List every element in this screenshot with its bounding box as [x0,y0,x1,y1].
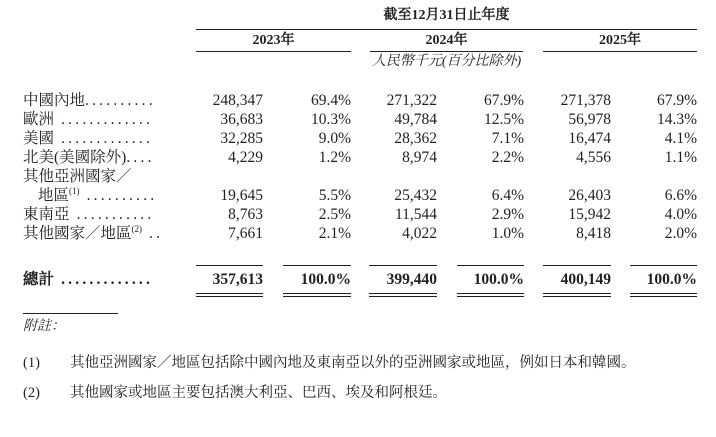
cell-2024-amount: 28,362 [394,130,437,147]
footnote-1 [23,354,636,372]
footnote-text: 其他國家或地區主要包括澳大利亞、巴西、埃及和阿根廷。 [70,385,447,401]
cell-2024-pct: 1.0% [491,225,524,242]
cell-2023-pct: 100.0% [300,271,351,288]
cell-2024-pct: 2.9% [491,206,524,223]
table-row-total [0,270,716,289]
cell-2023-amount: 36,683 [220,111,263,128]
cell-2025-pct: 1.1% [664,149,697,166]
row-label: 美國 ............. [23,130,154,147]
table-row-other-countries [0,224,716,243]
cell-2025-pct: 14.3% [656,111,697,128]
cell-2024-amount: 25,432 [394,187,437,204]
cell-2025-amount: 16,474 [568,130,611,147]
cell-2025-pct: 4.1% [664,130,697,147]
cell-2025-amount: 271,378 [560,92,611,109]
subtotal-rule [543,265,611,266]
cell-2025-pct: 67.9% [656,92,697,109]
total-double-rule [543,296,611,297]
cell-2024-pct: 6.4% [491,187,524,204]
cell-2024-amount: 11,544 [394,206,437,223]
total-double-rule [283,296,351,297]
subtotal-rule [630,265,697,266]
total-double-rule [543,293,611,294]
total-double-rule [630,293,697,294]
row-label: 中國內地.......... [23,92,156,109]
table-row-china-mainland [0,91,716,110]
cell-2025-pct: 2.0% [664,225,697,242]
footnote-ref-1: (1) [69,186,80,196]
row-label: 地區$^{(1)}$ .......... [38,186,158,204]
cell-2025-amount: 26,403 [568,187,611,204]
footnote-number: (2) [23,385,40,401]
cell-2025-pct: 6.6% [664,187,697,204]
period-title: 截至12月31日止年度 [383,8,510,23]
cell-2023-amount: 7,661 [228,225,263,242]
cell-2023-pct: 2.5% [318,206,351,223]
row-label: 北美(美國除外).... [23,149,155,166]
cell-2023-pct: 9.0% [318,130,351,147]
row-label: 其他亞洲國家／ [23,168,132,185]
cell-2023-amount: 32,285 [220,130,263,147]
cell-2023-amount: 19,645 [220,187,263,204]
table-row-other-asia [0,186,716,205]
subtotal-rule [283,265,351,266]
cell-2023-pct: 5.5% [318,187,351,204]
year-2025-underline [543,51,697,52]
cell-2023-amount: 248,347 [212,92,263,109]
table-row-southeast-asia [0,205,716,224]
cell-2024-pct: 67.9% [483,92,524,109]
total-double-rule [457,293,524,294]
cell-2023-pct: 10.3% [310,111,351,128]
cell-2024-pct: 100.0% [473,271,524,288]
cell-2023-pct: 1.2% [318,149,351,166]
total-double-rule [283,293,351,294]
cell-2023-pct: 69.4% [310,92,351,109]
year-2024-underline [370,51,523,52]
cell-2024-amount: 49,784 [394,111,437,128]
cell-2025-pct: 4.0% [664,206,697,223]
year-2023-header: 2023年 [252,33,295,48]
cell-2024-pct: 2.2% [491,149,524,166]
footnote-2 [23,384,447,402]
total-double-rule [630,296,697,297]
cell-2024-pct: 7.1% [491,130,524,147]
cell-2024-amount: 271,322 [386,92,437,109]
cell-2025-amount: 8,418 [576,225,611,242]
total-double-rule [196,296,263,297]
cell-2025-pct: 100.0% [646,271,697,288]
cell-2023-pct: 2.1% [318,225,351,242]
subtotal-rule [196,265,263,266]
total-double-rule [196,293,263,294]
cell-2025-amount: 15,942 [568,206,611,223]
total-double-rule [369,296,437,297]
cell-2023-amount: 4,229 [228,149,263,166]
subtotal-rule [457,265,524,266]
cell-2024-amount: 399,440 [386,271,437,288]
row-label: 其他國家／地區$^{(2)}$ .. [23,224,164,242]
footnote-separator [23,313,118,314]
row-label: 歐洲 ............. [23,111,154,128]
total-double-rule [369,293,437,294]
row-label: 總計 ............. [23,271,154,288]
cell-2025-amount: 4,556 [576,149,611,166]
table-row-europe [0,110,716,129]
table-row-other-asia-label-line [0,167,716,186]
year-2025-header: 2025年 [599,33,641,48]
total-double-rule [457,296,524,297]
subtotal-rule [369,265,437,266]
cell-2024-amount: 8,974 [402,149,437,166]
table-row-usa [0,129,716,148]
cell-2025-amount: 56,978 [568,111,611,128]
year-2023-underline [196,51,351,52]
footnote-number: (1) [23,355,40,371]
cell-2023-amount: 8,763 [228,206,263,223]
year-2024-header: 2024年 [425,33,468,48]
notes-label: 附註： [23,319,65,334]
row-label: 東南亞 ........... [23,206,155,223]
cell-2024-amount: 4,022 [402,225,437,242]
cell-2023-amount: 357,613 [212,271,263,288]
cell-2025-amount: 400,149 [560,271,611,288]
cell-2024-pct: 12.5% [483,111,524,128]
footnote-ref-2: (2) [131,224,143,234]
header-top-rule [196,29,697,30]
table-row-north-america-ex-us [0,148,716,167]
unit-note: 人民幣千元(百分比除外) [371,54,522,69]
footnote-text: 其他亞洲國家／地區包括除中國內地及東南亞以外的亞洲國家或地區，例如日本和韓國。 [70,355,636,371]
